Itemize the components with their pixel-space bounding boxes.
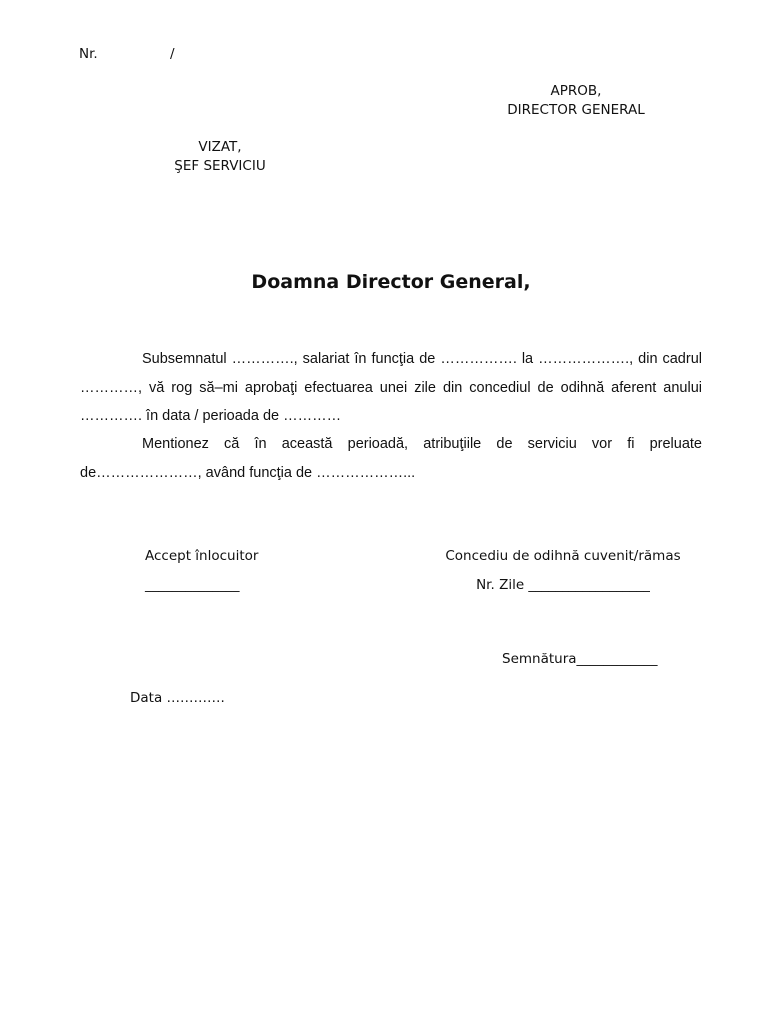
registration-number-label: Nr. (79, 46, 98, 62)
replacement-paragraph: Mentionez că în această perioadă, atribuţiile de serviciu vor fi preluate de…………………, având funcţia de ………………... (80, 436, 702, 481)
leave-days-line: Nr. Zile __________________ (476, 577, 650, 593)
salutation-title: Doamna Director General, (251, 271, 531, 293)
replacement-signature-line: ______________ (145, 577, 240, 593)
leave-request-paragraph: Subsemnatul …………., salariat în funcţia de ……………. la ………………., din cadrul …………, vă rog să–mi aprobaţi efectuarea unei zile din concediul de odihnă aferent anului …………. în data / perioada de ………… (80, 351, 702, 424)
date-line: Data …………. (130, 690, 225, 706)
approval-role: DIRECTOR GENERAL (507, 102, 645, 118)
registration-number-separator: / (170, 46, 175, 62)
signature-line: Semnătura____________ (502, 651, 658, 667)
visa-label: VIZAT, (198, 139, 242, 155)
replacement-acceptance-label: Accept înlocuitor (145, 548, 259, 564)
visa-role: ŞEF SERVICIU (174, 158, 266, 174)
leave-entitlement-label: Concediu de odihnă cuvenit/rămas (445, 548, 681, 564)
approval-label: APROB, (550, 83, 602, 99)
